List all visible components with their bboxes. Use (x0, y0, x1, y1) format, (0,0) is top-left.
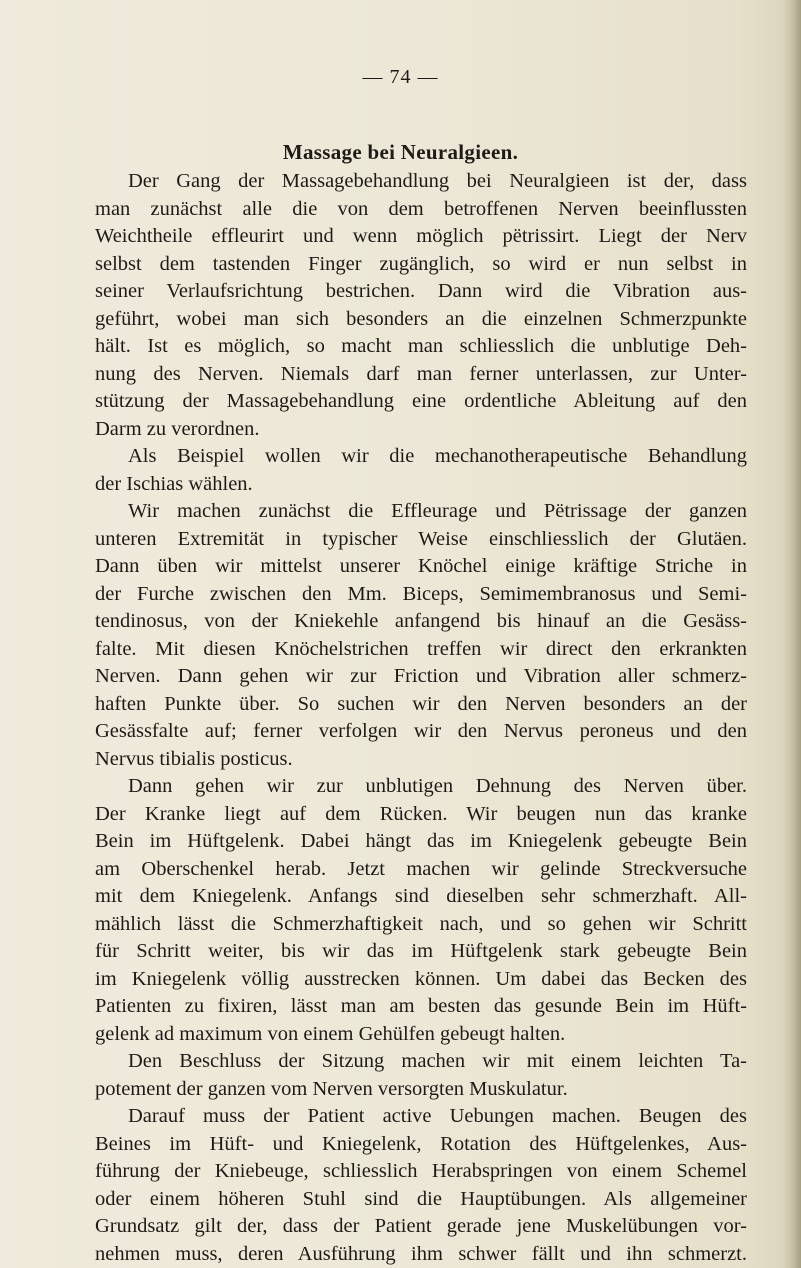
text-line: potement der ganzen vom Nerven versorgten Muskulatur. (95, 1077, 568, 1100)
text-line: Bein im Hüftgelenk. Dabei hängt das im Kniegelenk gebeugte Bein (95, 830, 747, 852)
text-line: man zunächst alle die von dem betroffenen Nerven beeinflussten (95, 197, 747, 220)
page-edge-shadow (783, 0, 801, 1268)
text-line: im Kniegelenk völlig ausstrecken können. Um dabei das Becken des (95, 967, 747, 990)
text-line: Den Beschluss der Sitzung machen wir mit einem leichten Ta- (128, 1050, 747, 1072)
text-line: haften Punkte über. So suchen wir den Nerven besonders an der (95, 692, 747, 715)
text-line: Als Beispiel wollen wir die mechanotherapeutische Behandlung (128, 445, 747, 467)
text-line: führung der Kniebeuge, schliesslich Herabspringen von einem Schemel (95, 1160, 747, 1182)
text-line: der Ischias wählen. (95, 472, 253, 495)
text-line: Wir machen zunächst die Effleurage und Pëtrissage der ganzen (128, 500, 747, 522)
text-line: nung des Nerven. Niemals darf man ferner unterlassen, zur Unter- (95, 362, 747, 385)
text-line: unteren Extremität in typischer Weise einschliesslich der Glutäen. (95, 527, 747, 550)
text-line: Der Gang der Massagebehandlung bei Neuralgieen ist der, dass (128, 170, 747, 192)
text-line: Dann gehen wir zur unblutigen Dehnung des Nerven über. (128, 775, 747, 797)
text-line: seiner Verlaufsrichtung bestrichen. Dann wird die Vibration aus- (95, 280, 747, 302)
text-line: mählich lässt die Schmerzhaftigkeit nach, und so gehen wir Schritt (95, 912, 747, 935)
text-line: der Furche zwischen den Mm. Biceps, Semimembranosus und Semi- (95, 582, 747, 605)
text-line: Darm zu verordnen. (95, 417, 260, 440)
text-line: stützung der Massagebehandlung eine ordentliche Ableitung auf den (95, 390, 747, 412)
text-line: Nervus tibialis posticus. (95, 747, 293, 770)
text-line: hält. Ist es möglich, so macht man schliesslich die unblutige Deh- (95, 335, 747, 357)
text-line: oder einem höheren Stuhl sind die Hauptübungen. Als allgemeiner (95, 1187, 747, 1210)
text-line: Darauf muss der Patient active Uebungen machen. Beugen des (128, 1105, 747, 1127)
text-line: Nerven. Dann gehen wir zur Friction und Vibration aller schmerz- (95, 665, 747, 687)
text-line: Der Kranke liegt auf dem Rücken. Wir beugen nun das kranke (95, 802, 747, 825)
text-line: Dann üben wir mittelst unserer Knöchel einige kräftige Striche in (95, 555, 747, 577)
text-line: Patienten zu fixiren, lässt man am besten das gesunde Bein im Hüft- (95, 995, 747, 1017)
text-line: nehmen muss, deren Ausführung ihm schwer fällt und ihn schmerzt. (95, 1242, 747, 1265)
text-line: mit dem Kniegelenk. Anfangs sind dieselben sehr schmerzhaft. All- (95, 885, 747, 907)
text-line: selbst dem tastenden Finger zugänglich, so wird er nun selbst in (95, 252, 747, 275)
text-line: Grundsatz gilt der, dass der Patient gerade jene Muskelübungen vor- (95, 1215, 747, 1237)
text-line: für Schritt weiter, bis wir das im Hüftgelenk stark gebeugte Bein (95, 940, 747, 962)
text-line: geführt, wobei man sich besonders an die einzelnen Schmerzpunkte (95, 307, 747, 330)
page-number: — 74 — (362, 66, 439, 88)
body-text (95, 168, 747, 1268)
text-line: Gesässfalte auf; ferner verfolgen wir den Nervus peroneus und den (95, 720, 747, 742)
text-line: gelenk ad maximum von einem Gehülfen gebeugt halten. (95, 1022, 566, 1045)
text-line: tendinosus, von der Kniekehle anfangend bis hinauf an die Gesäss- (95, 610, 747, 632)
text-line: am Oberschenkel herab. Jetzt machen wir gelinde Streckversuche (95, 857, 747, 880)
text-line: Weichtheile effleurirt und wenn möglich pëtrissirt. Liegt der Nerv (95, 225, 747, 247)
text-line: Beines im Hüft- und Kniegelenk, Rotation des Hüftgelenkes, Aus- (95, 1132, 747, 1155)
text-line: falte. Mit diesen Knöchelstrichen treffen wir direct den erkrankten (95, 637, 747, 660)
section-heading: Massage bei Neuralgieen. (282, 140, 519, 164)
